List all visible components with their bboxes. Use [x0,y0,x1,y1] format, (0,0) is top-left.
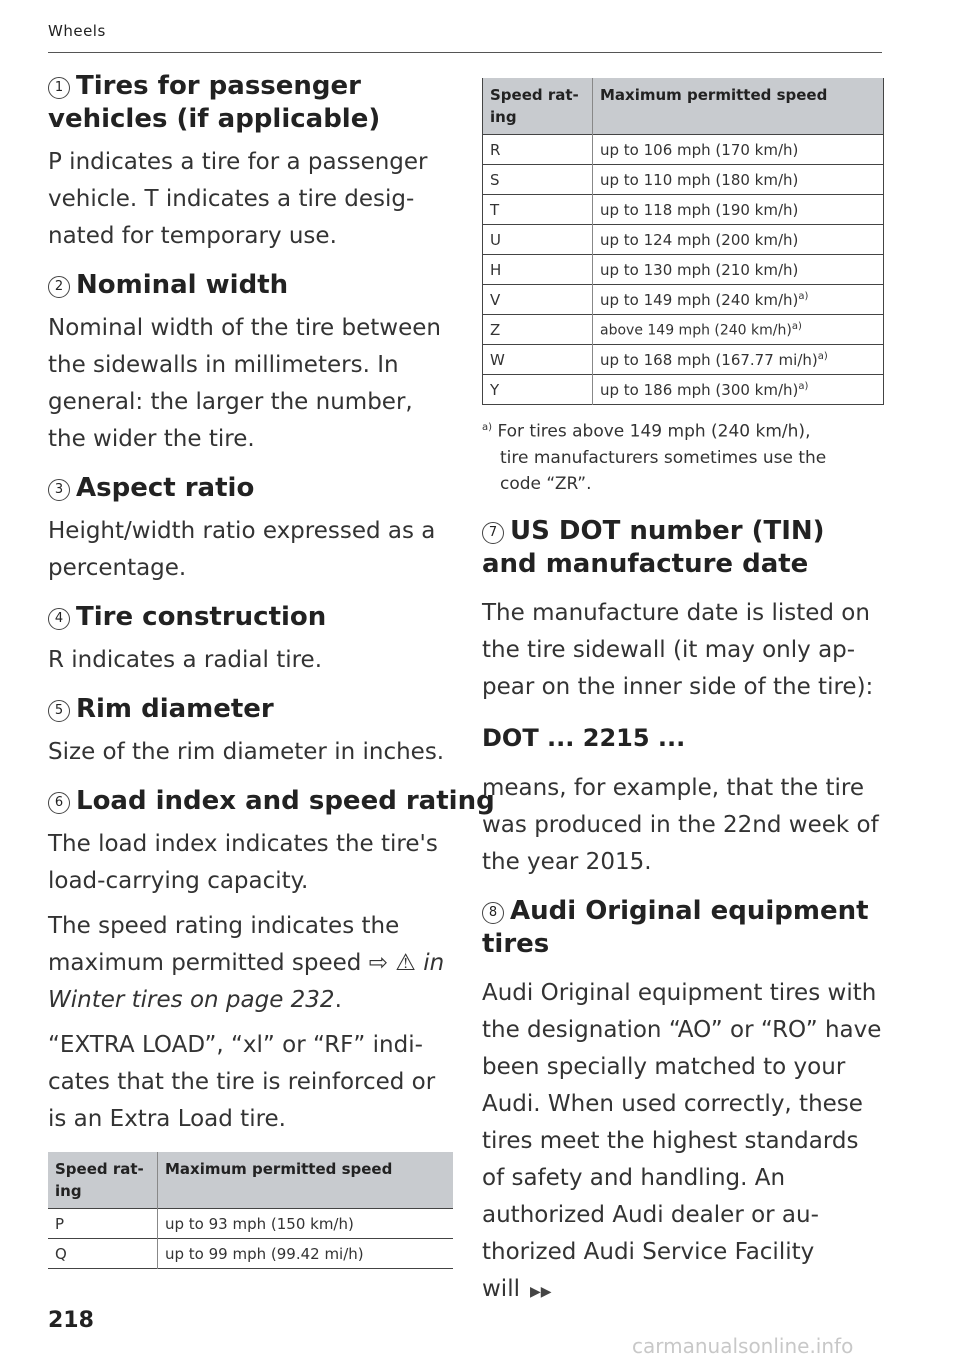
rating-cell: T [483,195,593,225]
speed-cell: up to 130 mph (210 km/h) [593,255,884,285]
section-heading-1: 1 Tires for passenger vehicles (if applicable) [48,71,381,134]
dot-code-example: DOT ... 2215 ... [482,723,686,752]
section-heading-7: 7 US DOT number (TIN) and manufacture date [482,515,825,579]
rating-cell: R [483,135,593,165]
table-header-max-speed: Maximum permitted speed [593,78,884,135]
circled-number-1: 1 [48,77,70,99]
circled-number-4: 4 [48,608,70,630]
table-row [48,1209,453,1239]
section-text-5: Size of the rim diameter in inches. [48,739,445,765]
section-text-3: Height/width ratio expressed as a percentage. [48,518,436,581]
warning-icon[interactable]: ⇨ ⚠ [368,950,424,976]
table-footnote: $^{a)}$ For tires above 149 mph (240 km/h), tire manufacturers sometimes use the code “ZR”. [482,421,827,494]
circled-number-8: 8 [482,902,504,924]
section-heading-6: 6 Load index and speed rating [48,785,453,818]
section-text-7b: means, for example, that the tire was produced in the 22nd week of the year 2015. [482,774,879,875]
speed-cell: up to 168 mph (167.77 mi/h)$^{a)}$ [593,345,884,375]
table-header-max-speed: Maximum permitted speed [158,1152,454,1209]
table-row [483,225,884,255]
table-row [483,315,884,345]
table-row [483,285,884,315]
table-row [483,375,884,405]
speed-cell: up to 99 mph (99.42 mi/h) [158,1239,454,1269]
header-divider [48,52,882,53]
table-row [483,135,884,165]
rating-cell: Z [483,315,593,345]
rating-cell: U [483,225,593,255]
section-text-2: Nominal width of the tire between the sidewalls in millimeters. In general: the larger the number, the wider the tire. [48,315,441,452]
rating-cell: V [483,285,593,315]
rating-cell: W [483,345,593,375]
section-heading-4: 4 Tire construction [48,601,453,634]
table-row [483,165,884,195]
table-header-speed-rating: Speed rating [483,78,593,135]
speed-cell: up to 124 mph (200 km/h) [593,225,884,255]
speed-cell: up to 110 mph (180 km/h) [593,165,884,195]
section-text-6c: “EXTRA LOAD”, “xl” or “RF” indicates that the tire is reinforced or is an Extra Load tire. [48,1032,436,1132]
continue-arrow-icon: ▶▶ [529,1283,552,1300]
rating-cell: S [483,165,593,195]
speed-cell: up to 149 mph (240 km/h)$^{a)}$ [593,285,884,315]
section-heading-8: 8 Audi Original equipment tires [482,895,869,959]
watermark: carmanualsonline.info [632,1334,854,1358]
section-heading-5: 5 Rim diameter [48,693,453,726]
circled-number-7: 7 [482,522,504,544]
rating-cell: Q [48,1239,158,1269]
section-text-6a: The load index indicates the tire's load-carrying capacity. [48,831,438,894]
table-row [483,345,884,375]
right-column [482,78,884,1311]
section-text-6b: The speed rating indicates the maximum permitted speed ⇨ ⚠ in Winter tires on page 232. [48,913,445,1013]
speed-rating-table-left [48,1152,453,1269]
rating-cell: P [48,1209,158,1239]
section-heading-2: 2 Nominal width [48,269,453,302]
section-text-1: P indicates a tire for a passenger vehicle. T indicates a tire designated for temporary use. [48,149,428,249]
table-row [48,1239,453,1269]
section-text-8: Audi Original equipment tires with the designation “AO” or “RO” have been specially matched to your Audi. When used correctly, these tires meet the highest standards of safety and handling. An authorized Audi dealer or authorized Audi Service Facility will ▶▶ [482,979,882,1302]
section-text-7a: The manufacture date is listed on the tire sidewall (it may only appear on the inner side of the tire): [482,599,874,700]
table-header-speed-rating: Speed rating [48,1152,158,1209]
running-header: Wheels [48,22,106,40]
table-row [483,195,884,225]
speed-cell: up to 186 mph (300 km/h)$^{a)}$ [593,375,884,405]
speed-cell: up to 118 mph (190 km/h) [593,195,884,225]
circled-number-3: 3 [48,479,70,501]
speed-cell: above 149 mph (240 km/h)$^{a)}$ [593,315,884,345]
speed-cell: up to 93 mph (150 km/h) [158,1209,454,1239]
speed-rating-table-right [482,78,884,405]
circled-number-6: 6 [48,792,70,814]
speed-cell: up to 106 mph (170 km/h) [593,135,884,165]
page-number: 218 [48,1308,94,1333]
circled-number-2: 2 [48,276,70,298]
rating-cell: Y [483,375,593,405]
section-text-4: R indicates a radial tire. [48,647,323,673]
table-row [483,255,884,285]
rating-cell: H [483,255,593,285]
left-column [48,70,495,1269]
circled-number-5: 5 [48,700,70,722]
cross-reference-link[interactable]: in Winter tires on page 232 [48,950,445,1013]
section-heading-3: 3 Aspect ratio [48,472,453,505]
